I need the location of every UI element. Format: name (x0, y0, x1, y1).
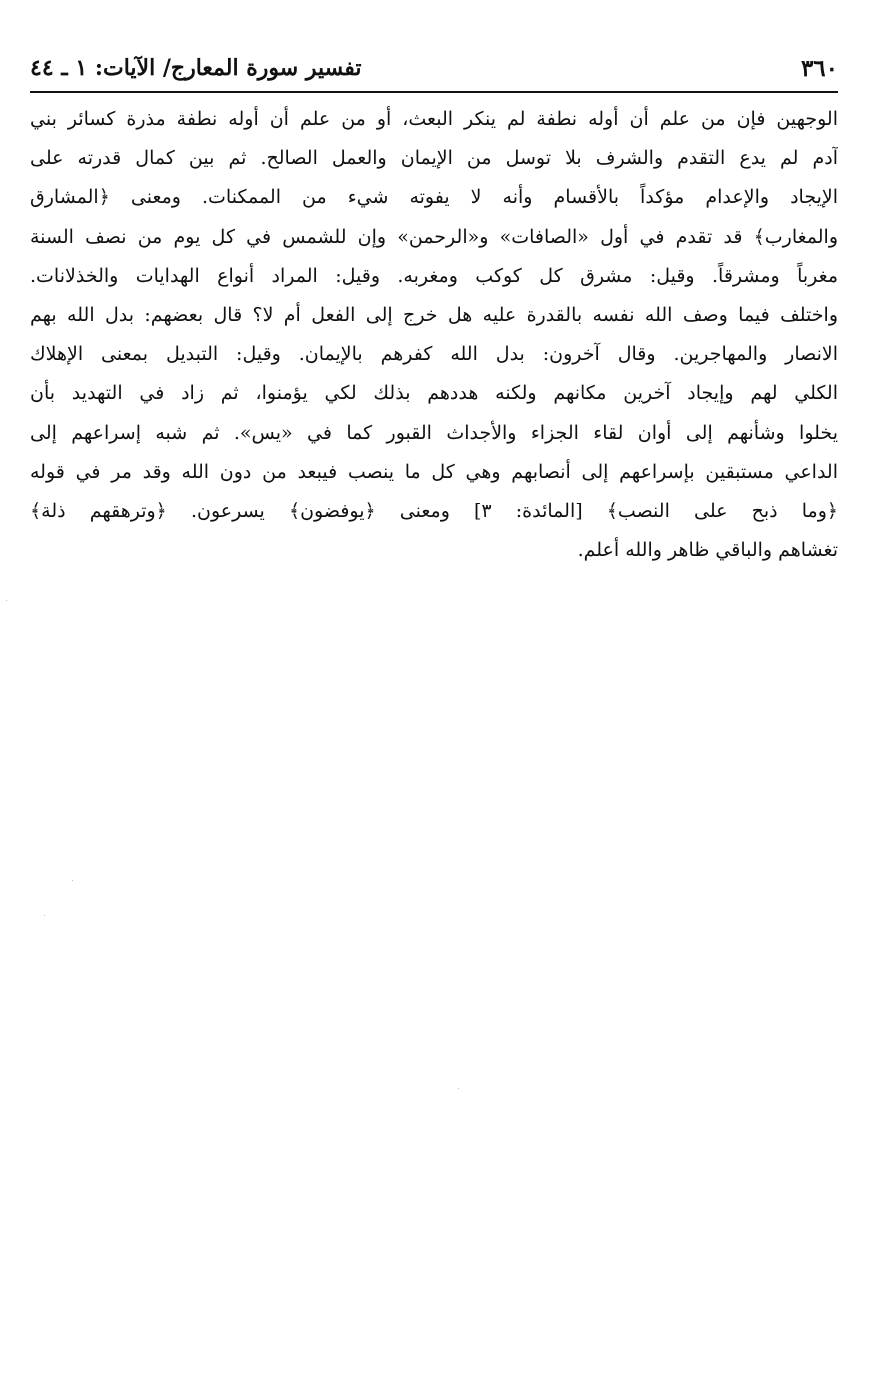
body-text (30, 100, 838, 570)
text-line: تغشاهم والباقي ظاهر والله أعلم. (577, 539, 838, 562)
scan-speck (72, 880, 73, 881)
text-line: الإيجاد والإعدام مؤكداً بالأقسام وأنه لا يفوته شيء من الممكنات. ومعنى ﴿المشارق (30, 186, 838, 209)
text-line: الوجهين فإن من علم أن أوله نطفة لم ينكر البعث، أو من علم أن أوله نطفة مذرة كسائر بني (30, 108, 838, 130)
running-title: تفسير سورة المعارج/ الآيات: ١ ـ ٤٤ (30, 55, 362, 81)
scan-speck (44, 915, 45, 916)
text-line: الكلي لهم وإيجاد آخرين مكانهم ولكنه هددهم بذلك لكي يؤمنوا، ثم زاد في التهديد بأن (30, 382, 838, 405)
text-line: واختلف فيما وصف الله نفسه بالقدرة عليه هل خرج إلى الفعل أم لا؟ قال بعضهم: بدل الله بهم (30, 303, 838, 326)
scan-speck (458, 1088, 459, 1089)
text-line: مغرباً ومشرقاً. وقيل: مشرق كل كوكب ومغربه. وقيل: المراد أنواع الهدايات والخذلانات. (30, 264, 838, 287)
text-line: يخلوا وشأنهم إلى أوان لقاء الجزاء والأجداث القبور كما في «يس». ثم شبه إسراعهم إلى (30, 421, 838, 444)
page-number: ٣٦٠ (800, 54, 838, 82)
text-line: آدم لم يدع التقدم والشرف بلا توسل من الإيمان والعمل الصالح. ثم بين كمال قدرته على (30, 147, 838, 170)
book-page (30, 0, 838, 1376)
scan-speck (6, 600, 7, 601)
text-line: ﴿وما ذبح على النصب﴾ [المائدة: ٣] ومعنى ﴿يوفضون﴾ يسرعون. ﴿وترهقهم ذلة﴾ (30, 499, 838, 522)
text-line: الانصار والمهاجرين. وقال آخرون: بدل الله كفرهم بالإيمان. وقيل: التبديل بمعنى الإهلاك (30, 343, 838, 366)
text-line: الداعي مستبقين بإسراعهم إلى أنصابهم وهي كل ما ينصب فيبعد من دون الله وقد مر في قوله (30, 460, 838, 483)
running-header (30, 48, 838, 88)
text-line: والمغارب﴾ قد تقدم في أول «الصافات» و«الرحمن» وإن للشمس في كل يوم من نصف السنة (30, 225, 838, 248)
header-divider (30, 91, 838, 93)
